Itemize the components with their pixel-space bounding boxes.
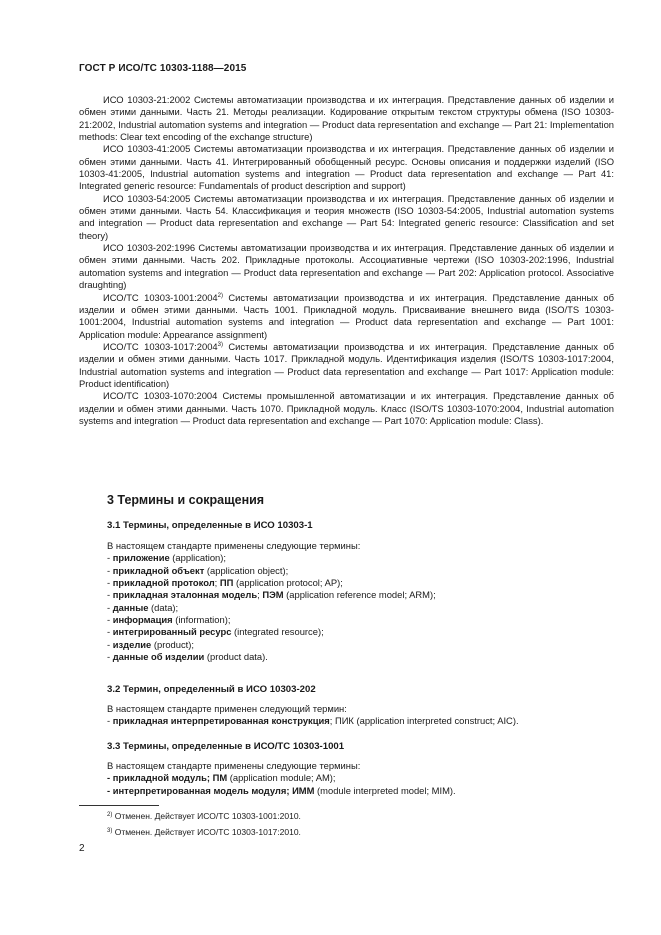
footnote-mark: 2) [107, 812, 113, 818]
footnote [107, 827, 301, 837]
term-item: - изделие (product); [107, 638, 194, 650]
term: данные об изделии [112, 651, 205, 663]
term: прикладная эталонная модель [112, 589, 258, 601]
term-translation: (application); [169, 552, 226, 564]
subsection-title: 3.2 Термин, определенный в ИСО 10303-202 [107, 684, 316, 695]
term-list [107, 540, 617, 663]
reference-item: ИСО 10303-202:1996 Системы автоматизации производства и их интеграция. Представление данных об изделии и обмен этими данными. Часть 202. Прикладные протоколы. Ассоциативные чертежи (ISO 10303-202:1996, Industrial automation systems and integration — Product data representation and exchange — Part 202: Application protocol. Associative draughting) [79, 242, 614, 291]
term-item: - данные (data); [107, 601, 179, 613]
reference-item [79, 292, 614, 341]
term: интерпретированная модель модуля; ИММ [112, 784, 315, 796]
term-translation: (application protocol; AP); [233, 577, 343, 589]
reference-code: ИСО/ТС 10303-1001:2004 [103, 291, 218, 303]
reference-text: Системы автоматизации производства и их интеграция. Представление данных об изделии и обмен этими данными. Часть 1017. Прикладной модуль. Идентификация изделия (ISO/TS 10303-1017:2004, Industrial automation systems and integration — Product data representation and exchange — Part 1017: Application module: Product identification) [79, 340, 614, 389]
term-list [107, 760, 617, 797]
term-separator: ; [214, 577, 220, 589]
reference-item: ИСО 10303-41:2005 Системы автоматизации производства и их интеграция. Представление данных об изделии и обмен этими данными. Часть 41. Интегрированный обобщенный ресурс. Основы описания и поддержки изделий (ISO 10303-41:2005, Industrial automation systems and integration — Product data representation and exchange — Part 41: Integrated generic resource: Fundamentals of product description and support) [79, 143, 614, 192]
footnote-divider [79, 805, 159, 806]
term: прикладной модуль; ПМ [112, 772, 228, 784]
term-item: - интерпретированная модель модуля; ИММ (module interpreted model; MIM). [107, 784, 456, 796]
term: прикладная интерпретированная конструкция [112, 715, 330, 727]
reference-item [79, 341, 614, 390]
reference-item: ИСО 10303-21:2002 Системы автоматизации производства и их интеграция. Представление данных об изделии и обмен этими данными. Часть 21. Методы реализации. Кодирование открытым текстом структуры обмена (ISO 10303-21:2002, Industrial automation systems and integration — Product data representation and exchange — Part 21: Implementation methods: Clear text encoding of the exchange structure) [79, 94, 614, 143]
document-header: ГОСТ Р ИСО/ТС 10303-1188—2015 [79, 63, 247, 74]
footnote-text: Отменен. Действует ИСО/ТС 10303-1017:2010. [112, 827, 301, 837]
reference-text: Системы автоматизации производства и их интеграция. Представление данных об изделии и обмен этими данными. Часть 1001. Прикладной модуль. Присваивание внешнего вида (ISO/TS 10303-1001:2004, Industrial automation systems and integration — Product data representation and exchange — Part 1001: Application module: Appearance assignment) [79, 291, 614, 340]
term-item: - прикладной протокол; ПП (application protocol; AP); [107, 577, 343, 589]
term: интегрированный ресурс [112, 626, 232, 638]
term-item: - информация (information); [107, 614, 231, 626]
reference-code: ИСО/ТС 10303-1017:2004 [103, 340, 218, 352]
footnote-mark: 3) [107, 828, 113, 834]
footnote [107, 811, 301, 821]
term-item: - прикладная эталонная модель; ПЭМ (application reference model; ARM); [107, 589, 436, 601]
term: прикладной объект [112, 564, 205, 576]
term-intro: В настоящем стандарте применены следующие термины: [107, 760, 361, 771]
term-item: - интегрированный ресурс (integrated resource); [107, 626, 324, 638]
section-title: 3 Термины и сокращения [107, 493, 265, 507]
term-list [107, 703, 617, 728]
term-intro: В настоящем стандарте применен следующий термин: [107, 703, 347, 714]
term-intro: В настоящем стандарте применены следующие термины: [107, 540, 361, 551]
term: изделие [112, 638, 152, 650]
page-number: 2 [79, 843, 85, 854]
footnote-marker: 3) [217, 341, 223, 348]
term-translation: (integrated resource); [231, 626, 324, 638]
term-abbr: ПП [219, 577, 234, 589]
term-translation: (product); [151, 638, 194, 650]
term-translation: (application reference model; ARM); [283, 589, 436, 601]
term-item: - данные об изделии (product data). [107, 651, 268, 663]
reference-item: ИСО 10303-54:2005 Системы автоматизации производства и их интеграция. Представление данных об изделии и обмен этими данными. Часть 54. Классификация и теория множеств (ISO 10303-54:2005, Industrial automation systems and integration — Product data representation and exchange — Part 54: Integrated generic resource: Classification and set theory) [79, 192, 614, 241]
term-item: - прикладной модуль; ПМ (application module; AM); [107, 772, 336, 784]
reference-item: ИСО/ТС 10303-1070:2004 Системы промышленной автоматизации и их интеграция. Представление данных об изделии и обмен этими данными. Часть 1070. Прикладной модуль. Класс (ISO/TS 10303-1070:2004, Industrial automation systems and integration — Product data representation and exchange — Part 1070: Application module: Class). [79, 390, 614, 426]
term-separator: ; [257, 589, 263, 601]
term-item: - прикладная интерпретированная конструкция; ПИК (application interpreted construct; AIC). [107, 715, 519, 727]
term: данные [112, 601, 149, 613]
subsection-title: 3.1 Термины, определенные в ИСО 10303-1 [107, 520, 313, 531]
term-translation: (module interpreted model; MIM). [314, 784, 456, 796]
term-abbr: ПЭМ [262, 589, 284, 601]
term-item: - прикладной объект (application object); [107, 564, 289, 576]
term-translation: ; ПИК (application interpreted construct; AIC). [329, 715, 519, 727]
footnote-text: Отменен. Действует ИСО/ТС 10303-1001:2010. [112, 811, 301, 821]
term-translation: (application module; AM); [227, 772, 336, 784]
term-translation: (data); [148, 601, 179, 613]
term-translation: (application object); [204, 564, 289, 576]
term-translation: (information); [172, 614, 231, 626]
term: информация [112, 614, 173, 626]
term: приложение [112, 552, 170, 564]
footnote-marker: 2) [217, 292, 223, 299]
subsection-title: 3.3 Термины, определенные в ИСО/ТС 10303-1001 [107, 741, 345, 752]
normative-references [79, 94, 614, 427]
term-item: - приложение (application); [107, 552, 226, 564]
term: прикладной протокол [112, 577, 215, 589]
term-translation: (product data). [204, 651, 268, 663]
